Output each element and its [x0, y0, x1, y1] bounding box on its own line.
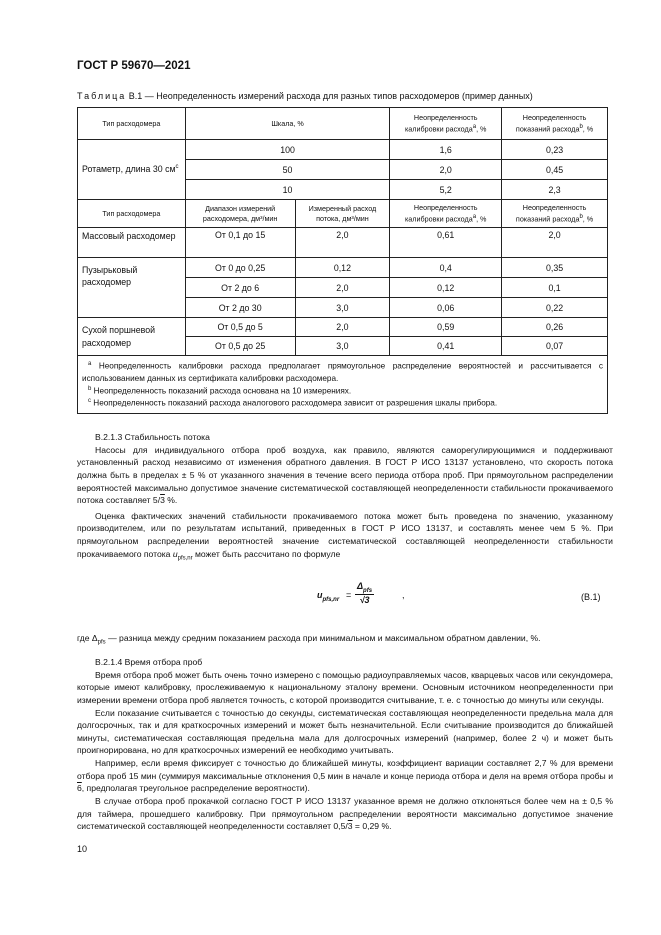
table-row [78, 258, 608, 278]
formula-fraction: $\Delta_{pfs}$ √3 [357, 581, 373, 605]
table-cell: 2,0 [390, 160, 502, 180]
table1-header-calib: Неопределенность калибровки расхода$^a$, % [390, 108, 502, 140]
paragraph: Если показание считывается с точностью до секунды, систематическая составляющая неопределенности предельна мала для долгосрочных, так и для краткосрочных измерений и может быть незначительной. Если считывание производится до ближайшей минуты, систематическая составляющая предельна мала для долгосрочных измерений (например, более 2 ч) и может быть проигнорирована, но для краткосрочных измерений ее необходимо учитывать. [77, 707, 613, 756]
rotameter-cell: Ротаметр, длина 30 $см^c$ [78, 140, 186, 200]
table-cell: 0,12 [295, 258, 390, 278]
table-cell: 0,59 [390, 318, 502, 337]
table-cell: От 2 до 30 [185, 298, 295, 318]
uncertainty-table [77, 107, 608, 414]
section-2-1-4 [77, 656, 613, 833]
table-cell: 0,23 [502, 140, 608, 160]
table-cell: От 0 до 0,25 [185, 258, 295, 278]
table-caption-label: Таблица [77, 91, 127, 101]
table-cell: 1,6 [390, 140, 502, 160]
where-clause: где $\Delta_{pfs}$ — разница между средним показанием расхода при минимальном и максимальном обратном давлении, %. [77, 633, 541, 646]
table-cell: 50 [185, 160, 390, 180]
table-cell: 0,35 [502, 258, 608, 278]
table1-header-reading: Неопределенность показаний расхода$^b$, % [502, 108, 608, 140]
formula-lhs: $u_{pfs,nr}$ [317, 590, 340, 603]
document-header: ГОСТ Р 59670—2021 [77, 60, 191, 72]
table-note: $^a$ Неопределенность калибровки расхода предполагает прямоугольное распределение вероятностей и рассчитывается с использованием данных из сертификата калибровки расходомера. [82, 361, 603, 383]
paragraph: В случае отбора проб прокачкой согласно ГОСТ Р ИСО 13137 указанное время не должно отклоняться более чем на ± 0,5 % для таймера, прошедшего калибровку. При прямоугольном распределении вероятности максимально допустимое значение систематической составляющей неопределенности составляет 0,5/3 = 0,29 %. [77, 795, 613, 832]
formula-number: (В.1) [581, 592, 601, 602]
table-notes [78, 356, 608, 414]
table-notes-row [78, 356, 608, 414]
table-cell: 0,07 [502, 337, 608, 356]
table-row [78, 140, 608, 160]
table2-header-row [78, 200, 608, 228]
table-cell: 0,26 [502, 318, 608, 337]
table-cell: 0,1 [502, 278, 608, 298]
table-caption [77, 91, 533, 101]
paragraph: Насосы для индивидуального отбора проб воздуха, как правило, являются саморегулирующимися и поддерживают установленный расход независимо от изменения обратного давления. В ГОСТ Р ИСО 13137 установлено, что скорость потока должна быть в пределах ± 5 % от указанного значения в течение всего периода отбора проб. При прямоугольном распределении вероятностей максимально допустимое значение систематической составляющей неопределенности стабильности прокачиваемого потока составляет 5/3 %. [77, 444, 613, 506]
table-cell: 0,45 [502, 160, 608, 180]
table-cell: 0,4 [390, 258, 502, 278]
table-row [78, 318, 608, 337]
paragraph: Например, если время фиксирует с точностью до ближайшей минуты, коэффициент вариации составляет 2,7 % для времени отбора проб 15 мин (суммируя максимальные отклонения 0,5 мин в начале и конце периода отбора и деля на время отбора пробы и 6, предполагая треугольное распределение вероятности). [77, 758, 613, 794]
table2-header-type: Тип расходомера [78, 200, 186, 228]
table-cell: 2,0 [295, 318, 390, 337]
table1-header-type: Тип расходомера [78, 108, 186, 140]
formula-b1: $u_{pfs,nr}$ = $\Delta_{pfs}$ √3 , (В.1) [317, 581, 601, 605]
section-2-1-3 [77, 431, 613, 563]
flowmeter-type-cell: Массовый расходомер [78, 228, 186, 258]
table2-header-reading: Неопределенность показаний расхода$^b$, % [502, 200, 608, 228]
table-cell: 0,22 [502, 298, 608, 318]
table-cell: 0,12 [390, 278, 502, 298]
section-title: В.2.1.4 Время отбора проб [95, 657, 203, 667]
table-note: $^c$ Неопределенность показаний расхода аналогового расходомера зависит от разрешения шкалы прибора. [88, 398, 498, 408]
paragraph: Время отбора проб может быть очень точно измерено с помощью радиоуправляемых часов, кварцевых часов или секундомера, которые имеют калибровку, прослеживаемую к национальному эталону времени. Основным источником неопределенности при измерении времени отбора проб является точность, с которой производится считывание, т. е. с точностью до минуты или секунды. [77, 669, 613, 705]
table2-header-calib: Неопределенность калибровки расхода$^a$, % [390, 200, 502, 228]
table-cell: 0,41 [390, 337, 502, 356]
table-caption-text: В.1 — Неопределенность измерений расхода для разных типов расходомеров (пример данных) [126, 91, 533, 101]
table-cell: 5,2 [390, 180, 502, 200]
table-cell: 2,0 [295, 228, 390, 258]
table-cell: 2,0 [295, 278, 390, 298]
table-cell: 2,0 [502, 228, 608, 258]
table2-header-flow: Измеренный расход потока, дм³/мин [295, 200, 390, 228]
table1-header-row [78, 108, 608, 140]
table-cell: От 2 до 6 [185, 278, 295, 298]
section-title: В.2.1.3 Стабильность потока [95, 432, 210, 442]
table2-header-range: Диапазон измерений расходомера, дм³/мин [185, 200, 295, 228]
table-cell: 0,61 [390, 228, 502, 258]
table-cell: 100 [185, 140, 390, 160]
flowmeter-type-cell: Пузырьковый расходомер [78, 258, 186, 318]
flowmeter-type-cell: Сухой поршневой расходомер [78, 318, 186, 356]
page-number: 10 [77, 844, 88, 854]
paragraph: Оценка фактических значений стабильности прокачиваемого потока может быть проведена по значению, указанному производителем, или по результатам испытаний, приведенных в ГОСТ Р ИСО 13137, и составлять менее чем 5 %. При прямоугольном распределении вероятностей значение систематической составляющей неопределенности стабильности прокачиваемого потока $u_{pfs,nr}$ может быть рассчитано по формуле [77, 510, 613, 562]
table1-header-scale: Шкала, % [185, 108, 390, 140]
table-row [78, 228, 608, 258]
table-cell: От 0,5 до 5 [185, 318, 295, 337]
table-cell: 2,3 [502, 180, 608, 200]
table-cell: 10 [185, 180, 390, 200]
table-cell: 3,0 [295, 298, 390, 318]
table-cell: От 0,5 до 25 [185, 337, 295, 356]
table-note: $^b$ Неопределенность показаний расхода основана на 10 измерениях. [88, 385, 352, 396]
table-cell: 3,0 [295, 337, 390, 356]
table-cell: 0,06 [390, 298, 502, 318]
table-cell: От 0,1 до 15 [185, 228, 295, 258]
